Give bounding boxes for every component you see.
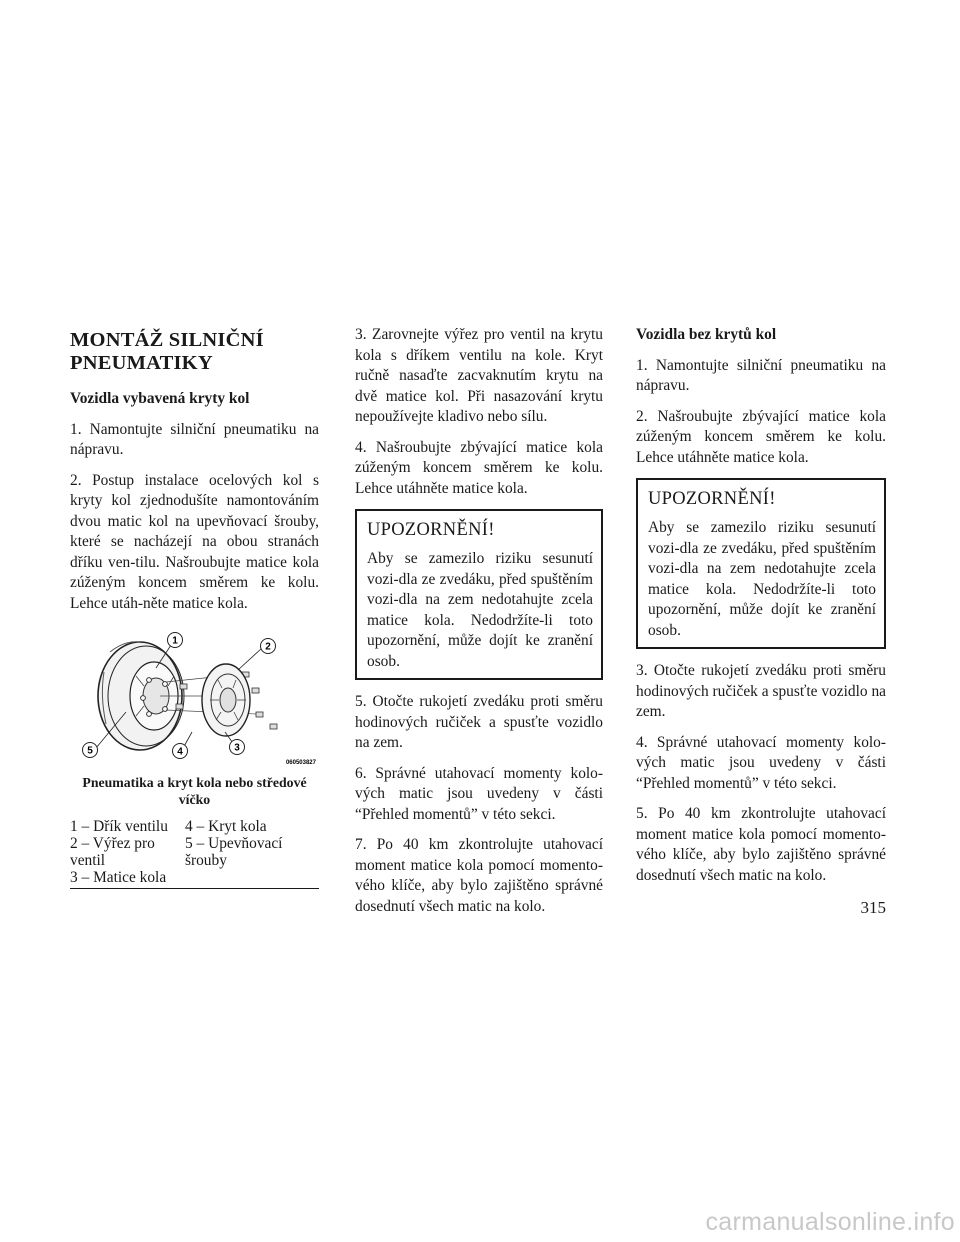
svg-text:4: 4 [177,746,183,758]
legend-item: 1 – Dřík ventilu [70,818,168,835]
warning-title: UPOZORNĚNÍ! [648,489,776,509]
callout-2 [261,639,276,654]
step-4-text: 4. Správné utahovací momenty kolo-vých matic jsou uvedeny v části “Přehled momentů” v této sekci. [636,733,886,792]
wheel-cover-drawing [70,632,319,768]
step-2-text: 2. Našroubujte zbývající matice kola zúženým koncem směrem ke kolu. Lehce utáhněte matice kola. [636,407,886,466]
wheel-cover-illustration [70,632,319,768]
legend-item: 3 – Matice kola [70,869,167,886]
warning-box [355,509,603,680]
step-5-text: 5. Otočte rukojetí zvedáku proti směru hodinových ručiček a spusťte vozidlo na zem. [355,693,603,751]
step-2-text: 2. Postup instalace ocelových kol s kryty kol zjednodušíte namontováním dvou matic kol na upevňovací šrouby, které se nacházejí na obou stranách dříku ven-tilu. Našroubujte matice kola zúženým koncem směrem ke kolu. Lehce utáh-něte matice kola. [70,471,319,612]
svg-text:2: 2 [265,641,271,653]
warning-text: Aby se zamezilo riziku sesunutí vozi-dla ze zvedáku, před spuštěním vozi-dla na zem nedotahujte zcela matice kola. Nedodržíte-li toto upozornění, může dojít ke zranění osob. [367,550,593,670]
legend-item: 4 – Kryt kola [185,818,267,835]
legend-item: 5 – Upevňovací šrouby [185,835,283,869]
subsection-title-without-covers: Vozidla bez krytů kol [636,326,777,343]
watermark-text: carmanualsonline.info [705,1208,955,1236]
figure-caption: Pneumatika a kryt kola nebo středové víčko [82,775,307,807]
legend-item: 2 – Výřez pro ventil [70,835,155,869]
figure-legend [70,818,319,889]
step-4-text: 4. Našroubujte zbývající matice kola zúženým koncem směrem ke kolu. Lehce utáhněte matice kola. [355,438,603,497]
svg-text:1: 1 [172,635,178,647]
step-5-text: 5. Po 40 km zkontrolujte utahovací moment matice kola pomocí momento-vého klíče, aby bylo zajištěno správné dosednutí všech matic na kolo. [636,805,886,884]
step-7-text: 7. Po 40 km zkontrolujte utahovací moment matice kola pomocí momento-vého klíče, aby bylo zajištěno správné dosednutí všech matic na kolo. [355,836,603,915]
middle-column [355,325,603,927]
step-3-text: 3. Zarovnejte výřez pro ventil na krytu kola s dříkem ventilu na kole. Kryt ručně nasaďte zacvaknutím krytu na dvě matice kol. Při nasazování krytu nepoužívejte kladivo nebo sílu. [355,326,603,425]
svg-text:5: 5 [87,745,93,757]
subsection-title-with-covers: Vozidla vybavená kryty kol [70,390,250,407]
warning-text: Aby se zamezilo riziku sesunutí vozi-dla ze zvedáku, před spuštěním vozi-dla na zem nedotahujte zcela matice kola. Nedodržíte-li toto upozornění, může dojít ke zranění osob. [648,519,876,639]
step-1-text: 1. Namontujte silniční pneumatiku na nápravu. [70,420,319,458]
svg-text:3: 3 [234,742,240,754]
step-3-text: 3. Otočte rukojetí zvedáku proti směru hodinových ručiček a spusťte vozidlo na zem. [636,662,886,720]
callout-3 [230,740,245,755]
step-6-text: 6. Správné utahovací momenty kolo-vých matic jsou uvedeny v části “Přehled momentů” v této sekci. [355,764,603,823]
callout-5 [83,743,98,758]
callout-4 [173,744,188,759]
callout-1 [168,633,183,648]
step-1-text: 1. Namontujte silniční pneumatiku na nápravu. [636,356,886,394]
legend-spacer [185,869,319,886]
section-title: MONTÁŽ SILNIČNÍ PNEUMATIKY [70,329,264,374]
warning-title: UPOZORNĚNÍ! [367,520,495,540]
page-number: 315 [860,898,886,917]
warning-box [636,478,886,649]
right-column [636,325,886,896]
figure-code: 060503827 [285,760,316,766]
left-column [70,325,319,889]
